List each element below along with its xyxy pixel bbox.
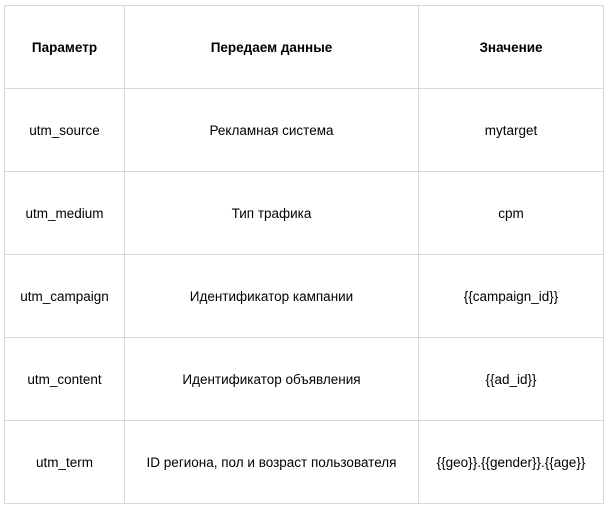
cell-passed-data: Идентификатор объявления <box>125 338 419 421</box>
header-parameter: Параметр <box>5 6 125 89</box>
header-passed-data: Передаем данные <box>125 6 419 89</box>
cell-parameter: utm_source <box>5 89 125 172</box>
table-header-row <box>5 6 604 89</box>
cell-passed-data: ID региона, пол и возраст пользователя <box>125 421 419 504</box>
table-row <box>5 421 604 504</box>
table-row <box>5 172 604 255</box>
cell-value: {{campaign_id}} <box>419 255 604 338</box>
cell-value: cpm <box>419 172 604 255</box>
cell-passed-data: Тип трафика <box>125 172 419 255</box>
table-row <box>5 338 604 421</box>
cell-parameter: utm_campaign <box>5 255 125 338</box>
cell-value: {{geo}}.{{gender}}.{{age}} <box>419 421 604 504</box>
cell-value: mytarget <box>419 89 604 172</box>
table-row <box>5 89 604 172</box>
cell-parameter: utm_medium <box>5 172 125 255</box>
cell-value: {{ad_id}} <box>419 338 604 421</box>
cell-passed-data: Рекламная система <box>125 89 419 172</box>
header-value: Значение <box>419 6 604 89</box>
cell-passed-data: Идентификатор кампании <box>125 255 419 338</box>
table-row <box>5 255 604 338</box>
cell-parameter: utm_content <box>5 338 125 421</box>
utm-parameters-table-container <box>4 5 604 504</box>
cell-parameter: utm_term <box>5 421 125 504</box>
utm-parameters-table <box>4 5 604 504</box>
